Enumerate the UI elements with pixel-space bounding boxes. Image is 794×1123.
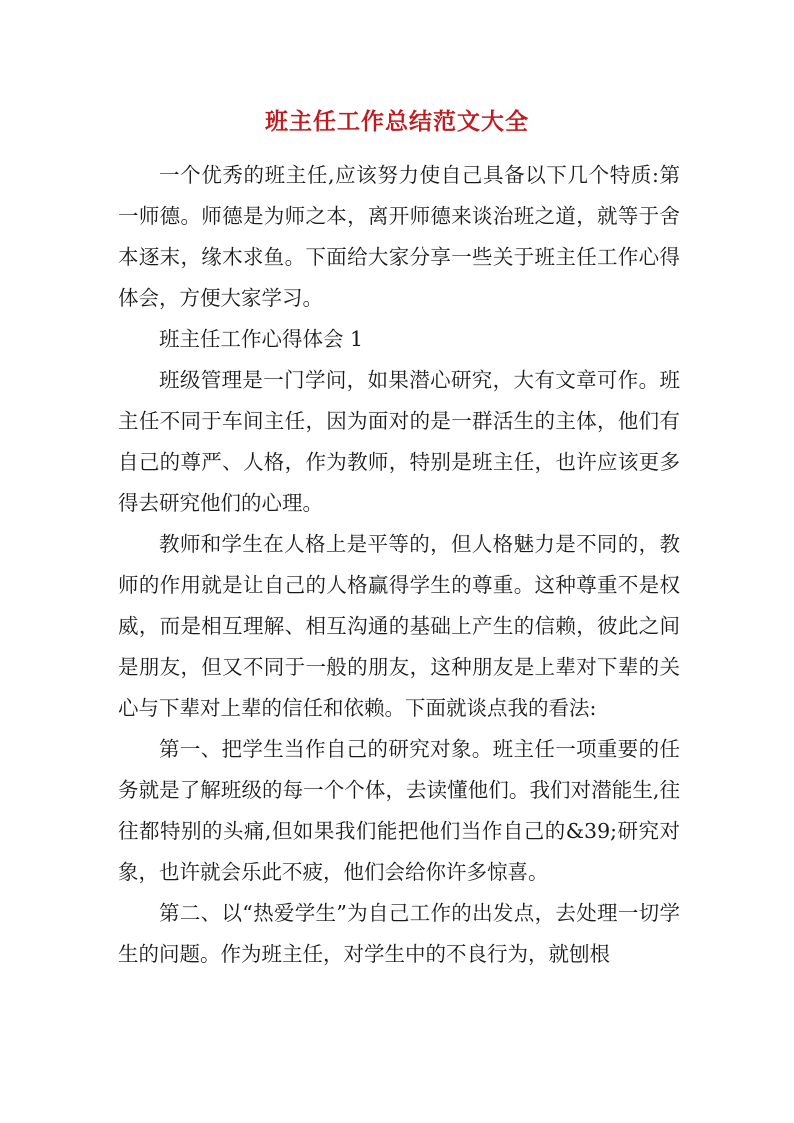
body-paragraph-3: 第一、把学生当作自己的研究对象。班主任一项重要的任务就是了解班级的每一个个体，去读懂他们。我们对潜能生,往往都特别的头痛,但如果我们能把他们当作自己的&39;研究对象，也许就会乐此不疲，他们会给你许多惊喜。 xyxy=(118,737,680,884)
section-heading: 班主任工作心得体会 1 xyxy=(159,327,364,351)
body-paragraph-4: 第二、以“热爱学生”为自己工作的出发点，去处理一切学生的问题。作为班主任，对学生中的不良行为，就刨根 xyxy=(118,901,680,966)
intro-paragraph: 一个优秀的班主任,应该努力使自己具备以下几个特质:第一师德。师德是为师之本，离开师德来谈治班之道，就等于舍本逐末，缘木求鱼。下面给大家分享一些关于班主任工作心得体会，方便大家学习。 xyxy=(118,163,680,310)
body-paragraph-1: 班级管理是一门学问，如果潜心研究，大有文章可作。班主任不同于车间主任，因为面对的是一群活生的主体，他们有自己的尊严、人格，作为教师，特别是班主任，也许应该更多得去研究他们的心理。 xyxy=(118,368,680,515)
document-body xyxy=(118,155,680,975)
body-paragraph-2: 教师和学生在人格上是平等的，但人格魅力是不同的，教师的作用就是让自己的人格赢得学生的尊重。这种尊重不是权威，而是相互理解、相互沟通的基础上产生的信赖，彼此之间是朋友，但又不同于一般的朋友，这种朋友是上辈对下辈的关心与下辈对上辈的信任和依赖。下面就谈点我的看法: xyxy=(118,532,680,720)
document-title: 班主任工作总结范文大全 xyxy=(265,108,529,135)
